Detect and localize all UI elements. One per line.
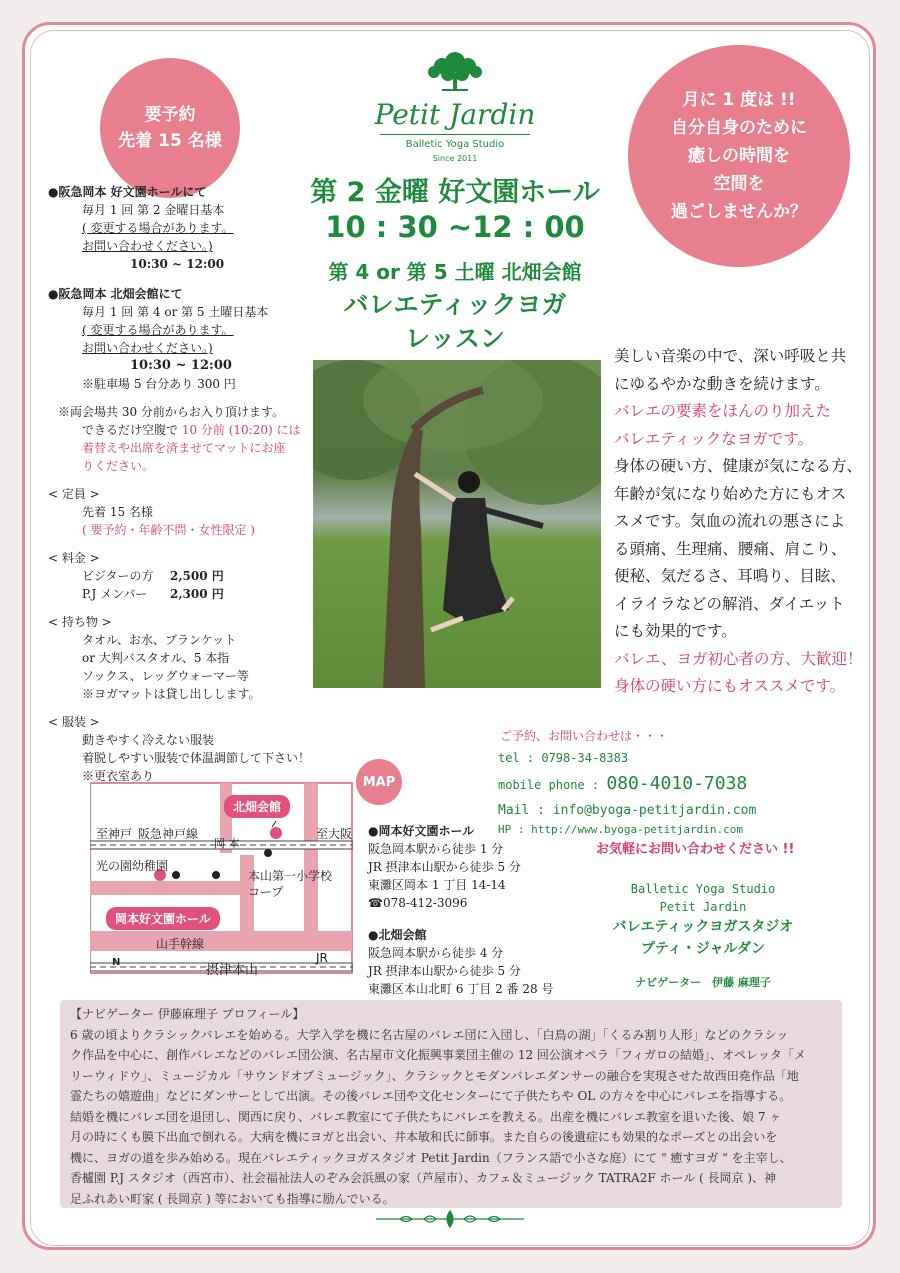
access-line: JR 摂津本山駅から徒歩 5 分	[368, 860, 521, 874]
headline-line: バレエティックヨガ	[343, 290, 567, 319]
studio-en: Petit Jardin	[659, 900, 747, 914]
note-line	[82, 421, 310, 439]
venue1-line: お問い合わせください。)	[82, 239, 213, 253]
logo-name: Petit Jardin	[374, 98, 536, 131]
capacity-line: 先着 15 名様	[82, 505, 153, 519]
logo	[360, 48, 550, 165]
profile-line: 香櫨園 P.J スタジオ（西宮市）、社会福祉法人のぞみ会浜風の家（芦屋市）、カフェ＆ミュージック TATRA2F ホール ( 長岡京 )、神	[70, 1171, 777, 1185]
studio-jp: バレエティックヨガスタジオ	[612, 919, 794, 935]
studio-jp: プティ・ジャルダン	[640, 941, 766, 957]
badge-line: 自分自身のために	[671, 118, 807, 138]
contact-mobile[interactable]	[498, 769, 850, 800]
note-line: りください。	[82, 459, 155, 473]
venue2-title: ●阪急岡本 北畑会館にて	[48, 287, 183, 301]
desc-line: スメです。気血の流れの悪さによ	[614, 512, 846, 530]
mobile-number: 080-4010-7038	[606, 773, 748, 794]
items-line: ソックス、レッグウォーマー等	[82, 669, 250, 683]
ornament-icon	[372, 1208, 528, 1230]
profile-line: 足ふれあい町家 ( 長岡京 ) 等においても指導に励んでいる。	[70, 1191, 395, 1206]
fee-value: 2,300 円	[170, 587, 224, 601]
reservation-badge	[100, 58, 240, 198]
capacity-head: < 定員 >	[48, 487, 100, 501]
venue2-parking: ※駐車場 5 台分あり 300 円	[82, 377, 236, 391]
map-label-hall: 岡本好文園ホール	[106, 907, 220, 930]
note-line: ※両会場共 30 分前からお入り頂けます。	[58, 405, 284, 419]
desc-line: 身体の硬い方、健康が気になる方、	[614, 457, 863, 475]
badge-line: 先着 15 名様	[118, 131, 222, 151]
access-line: 阪急岡本駅から徒歩 1 分	[368, 842, 504, 856]
navigator: ナビゲーター 伊藤 麻理子	[635, 976, 771, 989]
fee-value: 2,500 円	[170, 569, 224, 583]
north-icon: N	[112, 957, 121, 968]
clothes-line: ※更衣室あり	[82, 769, 155, 783]
profile-line: リーウィドウ」、ミュージカル「サウンドオブミュージック」、クラシックとモダンバレエダンサーの融合を実現させた故西田堯作品「地	[70, 1068, 799, 1083]
badge-line: 過ごしませんか？	[671, 202, 807, 222]
fee-head: < 料金 >	[48, 551, 100, 565]
headline-line: 第 2 金曜 好文園ホール	[310, 177, 600, 208]
lesson-photo	[313, 360, 601, 688]
venue2-time: 10:30 ~ 12:00	[130, 358, 232, 373]
venue2-line: ( 変更する場合があります。	[82, 323, 234, 337]
map-label-kitabata: 北畑会館	[224, 795, 290, 818]
items-line: or 大判バスタオル、5 本指	[82, 651, 230, 665]
contact-hp[interactable]: HP : http://www.byoga-petitjardin.com	[498, 823, 744, 836]
note-emphasis: 10 分前 (10:20) には	[181, 423, 301, 437]
map-text: 至大阪	[316, 827, 353, 841]
clothes-line: 着脱しやすい服装で体温調節して下さい！	[82, 751, 311, 765]
description	[614, 343, 864, 701]
fee-label: ビジターの方	[82, 569, 154, 583]
venue1-line: 毎月 1 回 第 2 金曜日基本	[82, 203, 225, 217]
access-title: ●北畑会館	[368, 928, 427, 942]
contact-intro: ご予約、お問い合わせは・・・	[500, 729, 669, 743]
map-text: 至神戸	[96, 827, 133, 841]
headline-line: 第 4 or 第 5 土曜 北畑会館	[328, 260, 582, 284]
desc-line: にも効果的です。	[614, 622, 737, 640]
access-line: 阪急岡本駅から徒歩 4 分	[368, 946, 504, 960]
desc-line: イライラなどの解消、ダイエット	[614, 594, 845, 613]
desc-line: 便秘、気だるさ、耳鳴り、目眩、	[614, 567, 846, 585]
note-line: 着替えや出席を済ませてマットにお座	[82, 441, 286, 455]
headline-time: 10 : 30 ~12 : 00	[325, 210, 585, 244]
desc-line: 美しい音楽の中で、深い呼吸と共	[614, 347, 847, 365]
access-line: 東灘区本山北町 6 丁目 2 番 28 号	[368, 982, 554, 996]
map-text: コープ	[248, 885, 284, 899]
profile-line: 結婚を機にバレエ団を退団し、関西に戻り、バレエ教室にて子供たちにバレエを教える。出産を機にバレエ教室を退いた後、娘 7 ヶ	[70, 1109, 782, 1124]
tree-icon	[420, 48, 490, 94]
access-info	[368, 822, 578, 1016]
venue1-time: 10:30 ~ 12:00	[130, 257, 225, 271]
badge-line: 空間を	[713, 174, 765, 194]
invitation-badge	[628, 45, 850, 267]
studio-en: Balletic Yoga Studio	[630, 882, 776, 896]
items-line: タオル、お水、ブランケット	[82, 633, 237, 647]
access-title: ●岡本好文園ホール	[368, 824, 475, 838]
map	[90, 774, 396, 985]
profile-line: 6 歳の頃よりクラシックバレエを始める。大学入学を機に名古屋のバレエ団に入団し、「白鳥の湖」「くるみ割り人形」などのクラシッ	[70, 1027, 789, 1042]
map-text: 光の園幼稚園	[96, 859, 169, 873]
venue2-line: お問い合わせください。)	[82, 341, 213, 355]
badge-line: 月に 1 度は !!	[682, 90, 796, 110]
desc-line: る頭痛、生理痛、腰痛、肩こり、	[614, 539, 847, 558]
desc-line: バレエ、ヨガ初心者の方、大歓迎！	[614, 649, 863, 668]
photo-illustration	[313, 360, 601, 688]
map-text: 岡 本	[214, 837, 240, 850]
desc-line: 身体の硬い方にもオススメです。	[614, 677, 846, 695]
fee-row	[82, 567, 310, 585]
profile-line: 霊たちの嬉遊曲」などにダンサーとして出演。その後バレエ団や文化センターにて子供たちや OL の方々を中心にバレエを指導する。	[70, 1089, 792, 1103]
profile-line: 機に、ヨガの道を歩み始める。現在バレエティックヨガスタジオ Petit Jardin（フランス語で小さな庭）にて " 癒すヨガ " を主宰し、	[70, 1150, 792, 1165]
headline	[290, 176, 620, 356]
map-text: JR	[316, 951, 328, 965]
desc-line: バレエティックなヨガです。	[614, 429, 814, 448]
venue1-title: ●阪急岡本 好文園ホールにて	[48, 185, 207, 199]
profile-head: 【ナビゲーター 伊藤麻理子 プロフィール】	[70, 1007, 305, 1021]
clothes-head: < 服装 >	[48, 715, 100, 729]
mobile-label: mobile phone :	[498, 778, 607, 792]
logo-since: Since 2011	[432, 154, 478, 163]
fee-label: P.J メンバー	[82, 587, 148, 601]
venue2-line: 毎月 1 回 第 4 or 第 5 土曜日基本	[82, 305, 269, 319]
venue1-line: ( 変更する場合があります。	[82, 221, 234, 235]
contact-call: お気軽にお問い合わせください !!	[596, 842, 795, 857]
note-text: できるだけ空腹で	[82, 423, 182, 437]
contact-tel[interactable]: tel : 0798-34-8383	[498, 751, 629, 765]
map-badge: MAP	[356, 759, 402, 805]
access-phone[interactable]: ☎078-412-3096	[368, 896, 468, 910]
badge-line: 癒しの時間を	[688, 146, 790, 166]
left-details	[48, 183, 310, 785]
headline-line: レッスン	[405, 324, 505, 353]
map-text: 山手幹線	[156, 937, 205, 951]
capacity-line: ( 要予約・年齢不問・女性限定 )	[82, 523, 255, 537]
logo-sub: Balletic Yoga Studio	[405, 139, 505, 150]
map-text: 摂津本山	[206, 963, 259, 978]
logo-divider	[380, 134, 530, 135]
badge-line: 要予約	[144, 105, 196, 125]
items-line: ※ヨガマットは貸し出しします。	[82, 687, 261, 701]
desc-line: バレエの要素をほんのり加えた	[614, 402, 832, 420]
map-text: 本山第一小学校	[248, 869, 333, 883]
desc-line: 年齢が気になり始めた方にもオス	[614, 484, 847, 503]
clothes-line: 動きやすく冷えない服装	[82, 733, 215, 747]
access-line: JR 摂津本山駅から徒歩 5 分	[368, 964, 521, 978]
access-line: 東灘区岡本 1 丁目 14-14	[368, 878, 506, 892]
profile-line: 月の時にくも膜下出血で倒れる。大病を機にヨガと出会い、井本敏和氏に師事。また自らの後遺症にも効果的なポーズとの出会いを	[70, 1130, 778, 1144]
items-head: < 持ち物 >	[48, 615, 112, 629]
profile-box	[60, 1000, 842, 1208]
profile-line: ク作品を中心に、創作バレエなどのバレエ団公演、名古屋市文化振興事業団主催の 12 回公演オペラ「フィガロの結婚」、オペレッタ「メ	[70, 1048, 806, 1062]
contact-mail[interactable]: Mail : info@byoga-petitjardin.com	[498, 803, 757, 818]
desc-line: にゆるやかな動きを続けます。	[614, 374, 830, 393]
map-text: 阪急神戸線	[138, 827, 199, 841]
fee-row	[82, 585, 310, 603]
